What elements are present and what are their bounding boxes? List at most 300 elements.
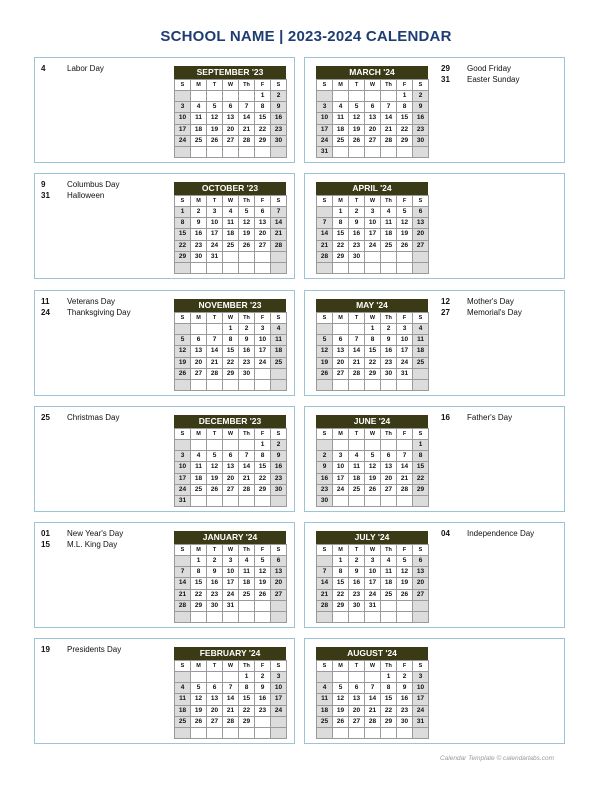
day-cell [191, 727, 207, 738]
event-item [441, 529, 534, 540]
weekday-label: W [223, 313, 239, 324]
day-cell: 28 [239, 135, 255, 146]
weekday-label: T [349, 80, 365, 91]
month-header: DECEMBER '23 [174, 415, 286, 428]
weekday-label: W [223, 661, 239, 672]
day-cell: 5 [175, 335, 191, 346]
day-cell [365, 672, 381, 683]
day-cell: 21 [381, 124, 397, 135]
day-cell: 15 [255, 113, 271, 124]
day-cell [239, 600, 255, 611]
month-panel [34, 406, 295, 512]
day-cell: 3 [317, 102, 333, 113]
day-cell: 28 [365, 716, 381, 727]
day-cell [397, 440, 413, 451]
day-cell: 7 [271, 207, 287, 218]
day-cell: 15 [175, 229, 191, 240]
day-cell [239, 379, 255, 390]
event-name: Columbus Day [67, 180, 120, 189]
month-header: OCTOBER '23 [174, 182, 286, 195]
day-cell: 13 [381, 462, 397, 473]
day-cell: 21 [271, 229, 287, 240]
day-cell: 16 [271, 113, 287, 124]
day-cell: 24 [175, 484, 191, 495]
day-cell: 21 [317, 589, 333, 600]
day-cell: 1 [333, 207, 349, 218]
weekday-label: W [365, 545, 381, 556]
month-panel [34, 173, 295, 279]
day-cell: 7 [207, 335, 223, 346]
day-cell [207, 262, 223, 273]
day-cell: 6 [413, 207, 429, 218]
day-cell: 14 [381, 113, 397, 124]
day-cell: 15 [255, 462, 271, 473]
day-cell: 22 [333, 589, 349, 600]
events-list [441, 413, 512, 424]
events-list [41, 180, 119, 201]
day-cell: 21 [365, 705, 381, 716]
day-cell: 28 [317, 251, 333, 262]
day-cell: 18 [271, 346, 287, 357]
day-cell [271, 495, 287, 506]
event-name: Easter Sunday [467, 74, 520, 84]
day-cell [381, 495, 397, 506]
weekday-label: S [175, 429, 191, 440]
day-cell: 9 [207, 567, 223, 578]
day-cell: 11 [317, 694, 333, 705]
day-cell: 28 [207, 368, 223, 379]
day-cell: 11 [349, 462, 365, 473]
day-cell: 19 [239, 229, 255, 240]
weekday-label: F [397, 80, 413, 91]
weekday-label: F [397, 429, 413, 440]
weekday-label: S [317, 196, 333, 207]
event-day: 24 [41, 307, 50, 317]
weekday-label: W [223, 80, 239, 91]
day-cell [397, 379, 413, 390]
day-cell: 10 [255, 335, 271, 346]
day-cell [175, 440, 191, 451]
day-cell: 12 [397, 567, 413, 578]
day-cell: 30 [413, 135, 429, 146]
weekday-label: M [333, 80, 349, 91]
day-cell: 24 [207, 240, 223, 251]
event-name: Presidents Day [67, 645, 122, 654]
day-cell: 24 [223, 589, 239, 600]
day-cell: 6 [223, 451, 239, 462]
day-cell: 19 [207, 124, 223, 135]
day-cell: 26 [349, 135, 365, 146]
day-cell: 27 [223, 135, 239, 146]
day-cell: 23 [271, 124, 287, 135]
event-name: Independence Day [467, 529, 535, 538]
day-cell: 26 [175, 368, 191, 379]
day-cell: 8 [255, 451, 271, 462]
day-cell: 27 [413, 589, 429, 600]
day-cell: 1 [333, 556, 349, 567]
event-item [441, 297, 522, 308]
day-cell: 12 [207, 462, 223, 473]
day-cell: 9 [397, 683, 413, 694]
day-cell [223, 727, 239, 738]
day-cell: 11 [191, 462, 207, 473]
day-cell: 30 [271, 484, 287, 495]
day-cell: 27 [349, 716, 365, 727]
month-panel [304, 290, 565, 396]
month-grid [174, 312, 287, 391]
day-cell: 20 [223, 473, 239, 484]
day-cell [333, 495, 349, 506]
day-cell: 25 [191, 135, 207, 146]
day-cell: 7 [381, 102, 397, 113]
month-header: MARCH '24 [316, 66, 428, 79]
day-cell: 25 [381, 589, 397, 600]
day-cell [271, 611, 287, 622]
day-cell [223, 495, 239, 506]
event-item [41, 180, 119, 191]
day-cell: 3 [413, 672, 429, 683]
day-cell: 24 [413, 705, 429, 716]
day-cell [223, 611, 239, 622]
weekday-label: Th [239, 429, 255, 440]
month-calendar [174, 299, 286, 391]
day-cell: 6 [207, 683, 223, 694]
day-cell: 25 [333, 135, 349, 146]
day-cell: 17 [175, 124, 191, 135]
day-cell: 24 [271, 705, 287, 716]
month-header: FEBRUARY '24 [174, 647, 286, 660]
event-day: 16 [441, 413, 450, 422]
day-cell: 28 [317, 600, 333, 611]
weekday-label: S [317, 313, 333, 324]
weekday-label: S [175, 80, 191, 91]
day-cell: 23 [191, 240, 207, 251]
day-cell [365, 91, 381, 102]
day-cell [191, 440, 207, 451]
day-cell [365, 495, 381, 506]
day-cell: 14 [349, 346, 365, 357]
month-panel [34, 638, 295, 744]
event-name: Veterans Day [67, 297, 116, 306]
day-cell: 13 [413, 218, 429, 229]
day-cell: 3 [333, 451, 349, 462]
day-cell: 5 [239, 207, 255, 218]
day-cell: 20 [413, 229, 429, 240]
day-cell: 16 [239, 346, 255, 357]
day-cell: 19 [255, 578, 271, 589]
weekday-label: T [207, 545, 223, 556]
day-cell: 26 [207, 484, 223, 495]
weekday-label: M [333, 313, 349, 324]
weekday-label: M [191, 80, 207, 91]
day-cell: 10 [207, 218, 223, 229]
day-cell: 30 [207, 600, 223, 611]
day-cell: 26 [191, 716, 207, 727]
weekday-label: S [317, 661, 333, 672]
day-cell: 11 [333, 113, 349, 124]
day-cell [175, 324, 191, 335]
month-header: APRIL '24 [316, 182, 428, 195]
day-cell: 8 [365, 335, 381, 346]
day-cell [365, 146, 381, 157]
day-cell: 2 [381, 324, 397, 335]
weekday-label: F [397, 196, 413, 207]
day-cell: 31 [207, 251, 223, 262]
day-cell [381, 91, 397, 102]
month-grid [316, 79, 429, 158]
day-cell: 17 [397, 346, 413, 357]
day-cell: 2 [317, 451, 333, 462]
day-cell [207, 146, 223, 157]
day-cell: 4 [413, 324, 429, 335]
weekday-label: S [271, 313, 287, 324]
day-cell [207, 672, 223, 683]
day-cell: 1 [191, 556, 207, 567]
day-cell: 4 [349, 451, 365, 462]
weekday-label: Th [381, 313, 397, 324]
day-cell [333, 324, 349, 335]
day-cell: 28 [223, 716, 239, 727]
event-item [441, 64, 519, 75]
day-cell: 22 [255, 124, 271, 135]
day-cell: 10 [413, 683, 429, 694]
day-cell [223, 379, 239, 390]
day-cell: 19 [333, 705, 349, 716]
day-cell: 25 [239, 589, 255, 600]
day-cell: 19 [175, 357, 191, 368]
day-cell [317, 440, 333, 451]
day-cell: 1 [255, 440, 271, 451]
weekday-label: T [207, 80, 223, 91]
day-cell [255, 251, 271, 262]
day-cell: 23 [381, 357, 397, 368]
day-cell [191, 495, 207, 506]
day-cell: 31 [413, 716, 429, 727]
day-cell [255, 379, 271, 390]
day-cell: 6 [365, 102, 381, 113]
day-cell: 20 [413, 578, 429, 589]
event-day: 12 [441, 297, 450, 306]
weekday-label: W [365, 80, 381, 91]
weekday-label: S [175, 313, 191, 324]
month-grid [174, 544, 287, 623]
day-cell: 9 [381, 335, 397, 346]
day-cell [191, 146, 207, 157]
day-cell: 27 [413, 240, 429, 251]
day-cell [207, 611, 223, 622]
events-list [441, 297, 522, 318]
page-title: SCHOOL NAME | 2023-2024 CALENDAR [160, 28, 452, 45]
weekday-label: Th [381, 545, 397, 556]
day-cell [175, 672, 191, 683]
day-cell [349, 324, 365, 335]
weekday-label: S [413, 313, 429, 324]
day-cell: 30 [317, 495, 333, 506]
events-list [41, 297, 131, 318]
month-panel [34, 290, 295, 396]
event-item [41, 645, 121, 656]
day-cell [413, 611, 429, 622]
weekday-label: S [175, 196, 191, 207]
day-cell: 4 [317, 683, 333, 694]
day-cell: 6 [413, 556, 429, 567]
day-cell: 10 [223, 567, 239, 578]
day-cell: 20 [365, 124, 381, 135]
day-cell: 2 [349, 207, 365, 218]
day-cell: 23 [413, 124, 429, 135]
day-cell: 4 [175, 683, 191, 694]
day-cell: 31 [317, 146, 333, 157]
event-name: Thanksgiving Day [67, 307, 131, 317]
day-cell [255, 716, 271, 727]
month-calendar [316, 182, 428, 274]
day-cell: 26 [255, 589, 271, 600]
event-name: Mother's Day [467, 297, 514, 306]
month-grid [316, 312, 429, 391]
day-cell: 7 [175, 567, 191, 578]
day-cell: 17 [413, 694, 429, 705]
event-item [41, 64, 104, 75]
weekday-label: S [317, 429, 333, 440]
day-cell: 18 [191, 124, 207, 135]
day-cell: 4 [381, 556, 397, 567]
day-cell: 13 [365, 113, 381, 124]
month-calendar [174, 415, 286, 507]
day-cell: 20 [381, 473, 397, 484]
day-cell [175, 262, 191, 273]
day-cell [317, 672, 333, 683]
footer-credit: Calendar Template © calendarlabs.com [439, 755, 554, 762]
day-cell: 22 [175, 240, 191, 251]
day-cell [255, 368, 271, 379]
day-cell: 16 [413, 113, 429, 124]
day-cell: 30 [349, 251, 365, 262]
month-grid [174, 428, 287, 507]
day-cell: 8 [413, 451, 429, 462]
month-header: NOVEMBER '23 [174, 299, 286, 312]
day-cell: 20 [255, 229, 271, 240]
day-cell [191, 324, 207, 335]
day-cell: 23 [349, 589, 365, 600]
day-cell [317, 262, 333, 273]
events-list [41, 529, 123, 550]
day-cell: 22 [397, 124, 413, 135]
day-cell [349, 727, 365, 738]
day-cell [271, 251, 287, 262]
day-cell: 11 [271, 335, 287, 346]
day-cell: 8 [191, 567, 207, 578]
day-cell: 5 [207, 102, 223, 113]
day-cell [175, 727, 191, 738]
day-cell [239, 727, 255, 738]
day-cell [381, 146, 397, 157]
day-cell: 23 [207, 589, 223, 600]
event-item [441, 75, 519, 86]
weekday-label: S [413, 80, 429, 91]
day-cell: 9 [255, 683, 271, 694]
weekday-label: W [223, 429, 239, 440]
weekday-label: M [191, 196, 207, 207]
day-cell: 8 [333, 218, 349, 229]
day-cell: 12 [397, 218, 413, 229]
day-cell: 23 [239, 357, 255, 368]
day-cell: 11 [239, 567, 255, 578]
day-cell: 3 [207, 207, 223, 218]
event-name: Good Friday [467, 64, 512, 73]
day-cell [365, 440, 381, 451]
day-cell [397, 600, 413, 611]
day-cell: 12 [365, 462, 381, 473]
day-cell [223, 146, 239, 157]
day-cell: 18 [317, 705, 333, 716]
day-cell: 22 [365, 357, 381, 368]
day-cell [365, 262, 381, 273]
day-cell [381, 611, 397, 622]
day-cell: 4 [381, 207, 397, 218]
day-cell: 18 [413, 346, 429, 357]
event-day: 19 [41, 645, 50, 654]
month-panel [34, 522, 295, 628]
month-panel [304, 522, 565, 628]
day-cell: 14 [397, 462, 413, 473]
events-list [441, 64, 519, 85]
day-cell: 29 [191, 600, 207, 611]
day-cell: 26 [397, 240, 413, 251]
day-cell [413, 251, 429, 262]
event-name: Christmas Day [67, 413, 120, 422]
event-item [41, 297, 131, 308]
day-cell [207, 727, 223, 738]
day-cell: 7 [223, 683, 239, 694]
weekday-label: W [223, 545, 239, 556]
day-cell: 24 [317, 135, 333, 146]
day-cell [239, 146, 255, 157]
day-cell: 12 [349, 113, 365, 124]
day-cell: 12 [255, 567, 271, 578]
events-list [41, 413, 119, 424]
day-cell: 11 [191, 113, 207, 124]
day-cell: 25 [175, 716, 191, 727]
day-cell: 9 [349, 567, 365, 578]
day-cell: 22 [223, 357, 239, 368]
day-cell [413, 262, 429, 273]
day-cell: 18 [191, 473, 207, 484]
weekday-label: T [349, 429, 365, 440]
weekday-label: S [317, 545, 333, 556]
day-cell: 16 [397, 694, 413, 705]
day-cell [349, 91, 365, 102]
day-cell: 3 [365, 556, 381, 567]
day-cell: 7 [397, 451, 413, 462]
day-cell [365, 727, 381, 738]
day-cell: 8 [333, 567, 349, 578]
day-cell: 12 [333, 694, 349, 705]
weekday-label: S [271, 196, 287, 207]
weekday-label: Th [239, 661, 255, 672]
weekday-label: S [413, 196, 429, 207]
day-cell: 4 [239, 556, 255, 567]
events-list [41, 645, 121, 656]
day-cell: 31 [223, 600, 239, 611]
day-cell [381, 727, 397, 738]
day-cell: 28 [349, 368, 365, 379]
day-cell [413, 368, 429, 379]
day-cell: 10 [175, 462, 191, 473]
day-cell: 25 [191, 484, 207, 495]
day-cell: 27 [271, 589, 287, 600]
month-grid [316, 660, 429, 739]
weekday-label: S [413, 545, 429, 556]
